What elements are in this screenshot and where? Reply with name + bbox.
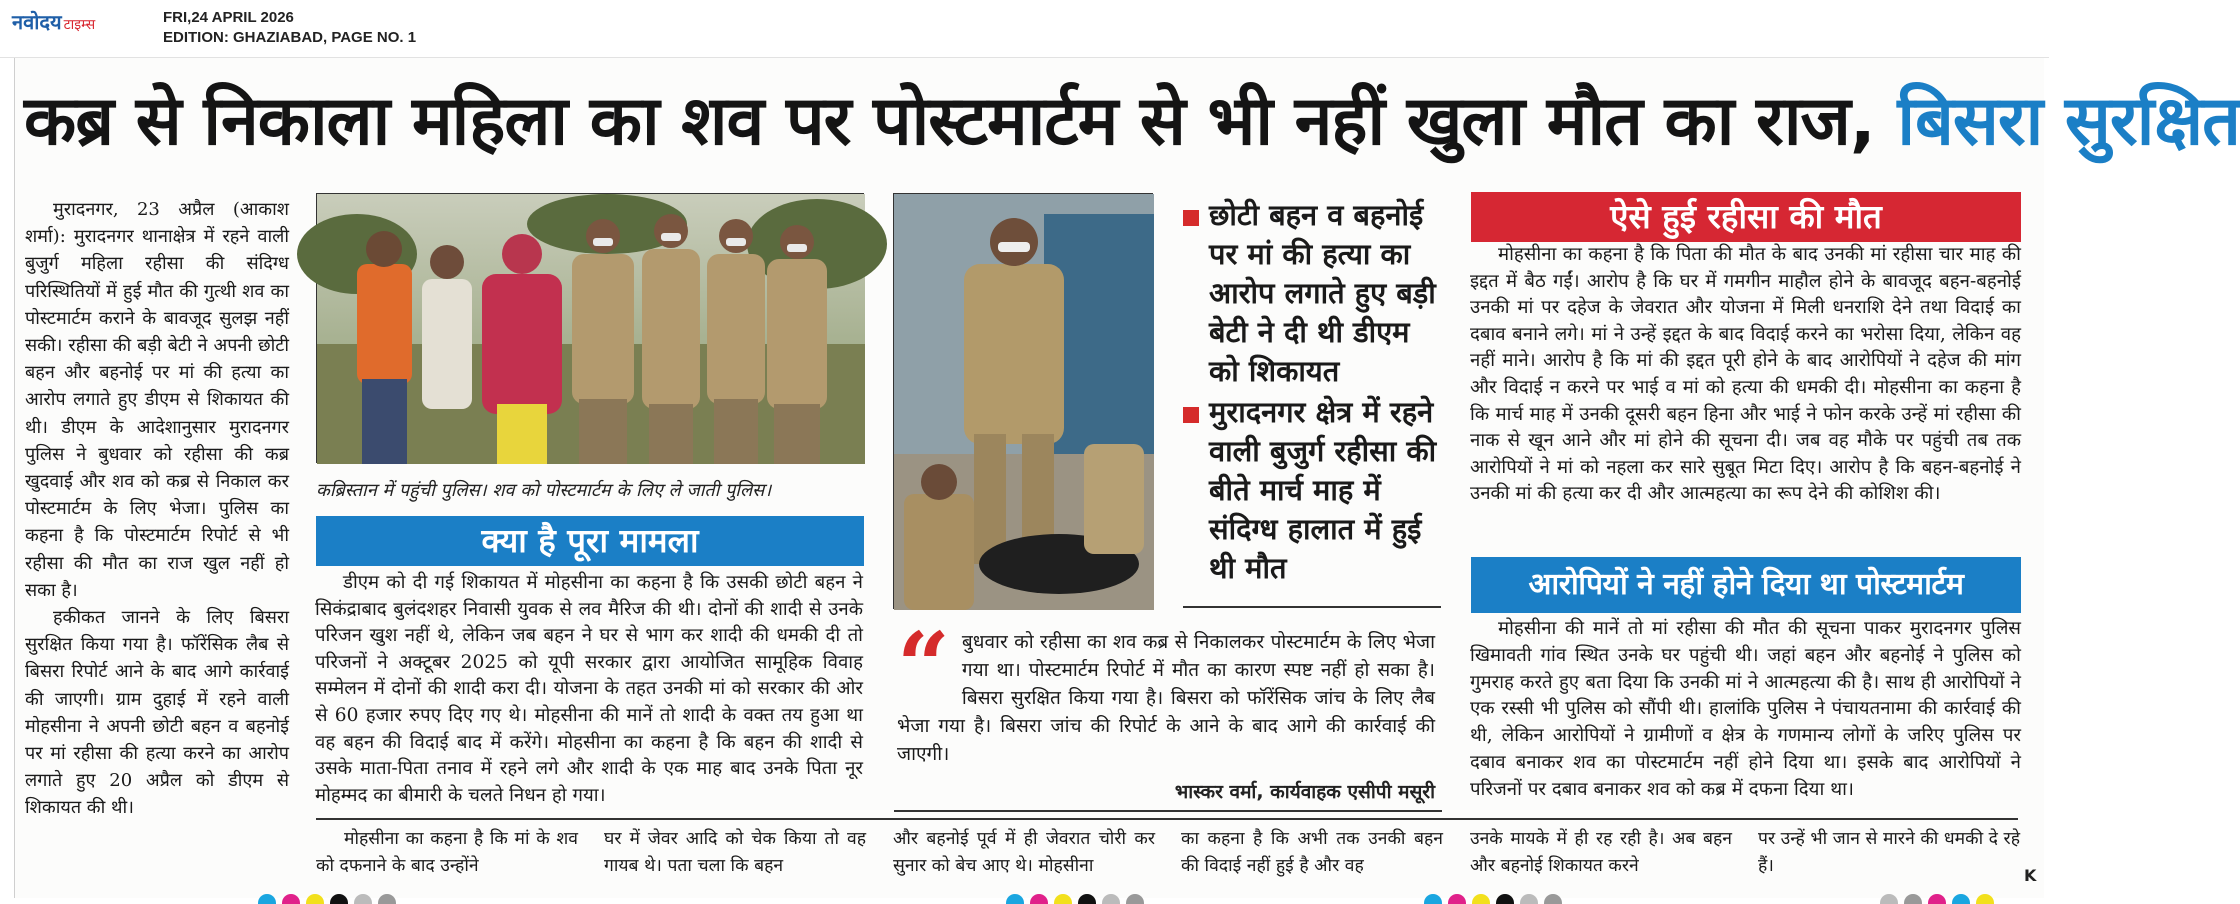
reg-mark-icon: [1496, 894, 1514, 904]
reg-mark-icon: [1448, 894, 1466, 904]
bullet-item-2: [1183, 393, 1445, 588]
print-registration-marks: [0, 894, 2049, 904]
quote-text: बुधवार को रहीसा का शव कब्र से निकालकर पोस्टमार्टम के लिए भेजा गया था। पोस्टमार्टम रिपोर्ट में मौत का कारण स्पष्ट नहीं हो सका है। बिसरा सुरक्षित किया गया है। बिसरा को फॉरेंसिक जांच के लिए लैब भेजा गया है। बिसरा जांच की रिपोर्ट के आने के बाद आगे की कार्रवाई की जाएगी।: [897, 631, 1435, 765]
reg-mark-icon: [378, 894, 396, 904]
bullet-square-icon: [1183, 407, 1199, 423]
photo1-caption: कब्रिस्तान में पहुंची पुलिस। शव को पोस्टमार्टम के लिए ले जाती पुलिस।: [316, 480, 772, 501]
corner-mark: K: [2024, 866, 2037, 885]
reg-mark-icon: [1952, 894, 1970, 904]
bullet-item-1: [1183, 196, 1445, 391]
bottom-text-2: घर में जेवर आदि को चेक किया तो वह गायब थे। पता चला कि बहन: [604, 829, 866, 876]
section-poora-text: डीएम को दी गई शिकायत में मोहसीना का कहना है कि उसकी छोटी बहन ने सिकंद्राबाद बुलंदशहर निवासी युवक से लव मैरिज की थी। दोनों की शादी से उनके परिजन खुश नहीं थे, लेकिन जब बहन ने घर से भाग कर शादी की धमकी दी तो परिजनों ने अक्टूबर 2025 को यूपी सरकार द्वारा आयोजित सामूहिक विवाह सम्मेलन में दोनों की शादी करा दी। योजना के तहत उनकी मां को सरकार की ओर से 60 हजार रुपए दिए गए थे। मोहसीना की मानें तो शादी के वक्त तय हुआ था वह बहन की विदाई बाद में करेंगे। मोहसीना का कहना है कि बहन की शादी से उसके माता-पिता तनाव में रहने लगे और शादी के एक माह बाद उनके पिता नूर मोहम्मद का बीमारी के चलते निधन हो गया।: [315, 572, 863, 806]
bullet-text-1: छोटी बहन व बहनोई पर मां की हत्या का आरोप लगाते हुए बड़ी बेटी ने दी थी डीएम को शिकायत: [1209, 198, 1436, 388]
headline-main: कब्र से निकाला महिला का शव पर पोस्टमार्टम से भी नहीं खुला मौत का राज,: [24, 82, 1875, 161]
article-column-1: [25, 196, 289, 822]
section-heading-aise-hui-maut: [1471, 192, 2021, 242]
bottom-text-3: और बहनोई पूर्व में ही जेवरात चोरी कर सुनार को बेच आए थे। मोहसीना: [893, 829, 1155, 876]
bottom-text-1: मोहसीना का कहना है कि मां के शव को दफनाने के बाद उन्होंने: [316, 829, 578, 876]
reg-mark-icon: [282, 894, 300, 904]
reg-mark-icon: [1520, 894, 1538, 904]
bottom-text-6: पर उन्हें भी जान से मारने की धमकी दे रहे हैं।: [1758, 829, 2020, 876]
reg-mark-icon: [1424, 894, 1442, 904]
section-aaropi-body: [1470, 616, 2021, 804]
section-heading-poora-mamla: [316, 516, 864, 566]
bottom-col-3: [893, 826, 1155, 880]
reg-mark-icon: [354, 894, 372, 904]
bottom-col-4: [1181, 826, 1443, 880]
bottom-col-5: [1470, 826, 1732, 880]
reg-mark-icon: [1078, 894, 1096, 904]
bullet-text-2: मुरादनगर क्षेत्र में रहने वाली बुजुर्ग रहीसा की बीते मार्च माह में संदिग्ध हालात में हुई थी मौत: [1209, 395, 1437, 585]
newspaper-logo[interactable]: [12, 8, 95, 35]
headline-highlight: बिसरा सुरक्षित: [1897, 82, 2240, 161]
reg-mark-icon: [1030, 894, 1048, 904]
section-heading-aaropiyon: [1471, 557, 2021, 613]
section-poora-body: [315, 570, 863, 809]
logo-main: नवोदय: [12, 10, 62, 34]
section-maut-body: [1470, 242, 2021, 508]
photo-police-body-bag[interactable]: [893, 193, 1153, 609]
quote-attribution: भास्कर वर्मा, कार्यवाहक एसीपी मसूरी: [1174, 781, 1435, 803]
bottom-text-4: का कहना है कि अभी तक उनकी बहन की विदाई नहीं हुई है और वह: [1181, 829, 1443, 876]
section-poora-heading-text: क्या है पूरा मामला: [481, 521, 699, 560]
bullet-square-icon: [1183, 210, 1199, 226]
reg-mark-icon: [1472, 894, 1490, 904]
bottom-col-6: [1758, 826, 2020, 880]
edition-info: [163, 8, 416, 48]
column1-para2: हकीकत जानने के लिए बिसरा सुरक्षित किया गया है। फॉरेंसिक लैब से बिसरा रिपोर्ट आने के बाद आगे कार्रवाई की जाएगी। ग्राम दुहाई में रहने वाली मोहसीना ने अपनी छोटी बहन व बहनोई पर मां रहीसा की हत्या करने का आरोप लगाते हुए 20 अप्रैल को डीएम से शिकायत की थी।: [25, 607, 289, 819]
reg-mark-icon: [1102, 894, 1120, 904]
section-aaropi-text: मोहसीना की मानें तो मां रहीसा की मौत की सूचना पाकर मुरादनगर पुलिस खिमावती गांव स्थित उनके घर पहुंची थी। जहां बहन और बहनोई ने पुलिस को गुमराह करते हुए बता दिया कि उनकी मां ने आत्महत्या की है। साथ ही आरोपियों ने एक रस्सी भी पुलिस को सौंपी थी। हालांकि पुलिस ने पंचायतनामा की कार्रवाई की थी, लेकिन आरोपियों ने ग्रामीणों व क्षेत्र के गणमान्य लोगों के जरिए पुलिस पर दबाव बनाकर शव का पोस्टमार्टम नहीं होने दिया था। इसके बाद आरोपियों ने परिजनों पर दबाव बनाकर शव को कब्र में दफना दिया था।: [1470, 618, 2021, 800]
bottom-text-5: उनके मायके में ही रह रही है। अब बहन और बहनोई शिकायत करने: [1470, 829, 1732, 876]
reg-mark-icon: [1976, 894, 1994, 904]
reg-mark-icon: [1054, 894, 1072, 904]
column1-para1: मुरादनगर, 23 अप्रैल (आकाश शर्मा): मुरादनगर थानाक्षेत्र में रहने वाली बुजुर्ग महिला रहीसा की संदिग्ध परिस्थितियों में हुई मौत की गुत्थी शव का पोस्टमार्टम कराने के बावजूद सुलझ नहीं सकी। रहीसा की बड़ी बेटी ने अपनी छोटी बहन और बहनोई पर मां की हत्या का आरोप लगाते हुए डीएम से शिकायत की थी। डीएम के आदेशानुसार मुरादनगर पुलिस ने बुधवार को रहीसा की कब्र खुदवाई और शव को कब्र से निकाल कर पोस्टमार्टम के लिए भेजा। पुलिस का कहना है कि पोस्टमार्टम रिपोर्ट से भी रहीसा की मौत का राज खुल नहीं हो सका है।: [25, 199, 289, 601]
section-aaropi-heading-text: आरोपियों ने नहीं होने दिया था पोस्टमार्टम: [1528, 567, 1964, 602]
reg-mark-icon: [306, 894, 324, 904]
reg-mark-icon: [1880, 894, 1898, 904]
quote-divider: [894, 810, 1442, 812]
highlight-bullets: [1183, 196, 1445, 590]
quote-mark-icon: “: [897, 612, 950, 720]
reg-mark-icon: [330, 894, 348, 904]
edition-line: EDITION: GHAZIABAD, PAGE NO. 1: [163, 29, 417, 46]
bottom-col-2: [604, 826, 866, 880]
photo-police-graveyard[interactable]: [316, 193, 864, 463]
photo-police-body-bag-image: [894, 194, 1154, 610]
logo-sub: टाइम्स: [63, 17, 96, 33]
reg-mark-icon: [258, 894, 276, 904]
section-maut-text: मोहसीना का कहना है कि पिता की मौत के बाद उनकी मां रहीसा चार माह की इद्दत में बैठ गईं। आरोप है कि घर में गमगीन माहौल होने के बावजूद बहन-बहनोई उनकी मां पर दहेज के जेवरात और योजना में मिली धनराशि देने तथा विदाई का दबाव बनाने लगे। मां ने उन्हें इद्दत के बाद विदाई करने का भरोसा दिया, लेकिन वह नहीं माने। आरोप है कि मां की इद्दत पूरी होने के बाद आरोपियों ने दहेज की मांग और विदाई न करने पर भाई व मां को हत्या की धमकी दी। मोहसीना का कहना है कि मार्च माह में उनकी दूसरी बहन हिना और भाई ने फोन करके उन्हें मां रहीसा की नाक से खून आने और मां होने की सूचना दी। जब वह मौके पर पहुंची तब तक आरोपियों ने मां को नहला कर सारे सुबूत मिटा दिए। आरोप है कि बहन-बहनोई ने उनकी मां की हत्या कर दी और आत्महत्या का रूप देने की कोशिश की।: [1470, 244, 2021, 505]
reg-mark-icon: [1126, 894, 1144, 904]
bottom-col-1: [316, 826, 578, 880]
photo-police-graveyard-image: [317, 194, 865, 464]
date-line: FRI,24 APRIL 2026: [163, 9, 294, 26]
reg-mark-icon: [1928, 894, 1946, 904]
bottom-strip-divider: [316, 818, 2018, 820]
bullets-divider: [1183, 606, 1441, 608]
section-maut-heading-text: ऐसे हुई रहीसा की मौत: [1610, 197, 1882, 236]
reg-mark-icon: [1006, 894, 1024, 904]
official-quote: [897, 612, 1435, 768]
page-headline: [24, 72, 2240, 172]
reg-mark-icon: [1904, 894, 1922, 904]
reg-mark-icon: [1544, 894, 1562, 904]
